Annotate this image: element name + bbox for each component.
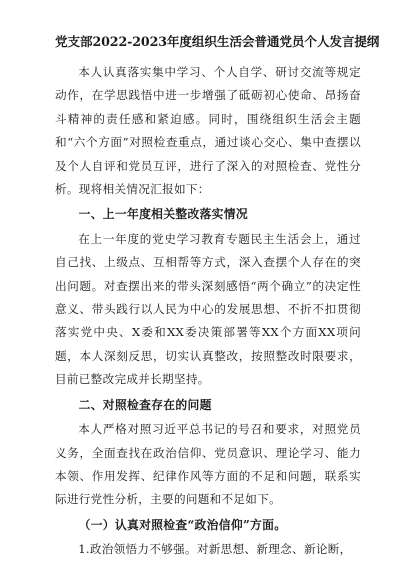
subsection-heading-1: （一）认真对照检查“政治信仰”方面。 (78, 517, 287, 532)
list-item-1: 1.政治领悟力不够强。对新思想、新理念、新论断， (78, 542, 352, 557)
section-heading-1: 一、上一年度相关整改落实情况 (78, 207, 248, 222)
section-2-paragraph: 本人严格对照习近平总书记的号召和要求，对照党员义务，全面查找在政治信仰、党员意识、理论学习、能力本领、作用发挥、纪律作风等方面的不足和问题，联系实际进行党性分析，主要的问题和不足如下。 (55, 422, 361, 507)
section-1-paragraph: 在上一年度的党史学习教育专题民主生活会上，通过自己找、上级点、互相帮等方式，深入查摆个人存在的突出问题。对查摆出来的带头深刻感悟“两个确立”的决定性意义、带头践行以人民为中心的发展思想、不折不扣贯彻落实党中央、X委和XX委决策部署等XX个方面XX项问题，本人深刻反思，切实认真整改，按照整改时限要求，目前已整改完成并长期坚持。 (55, 231, 361, 387)
document-title: 党支部2022-2023年度组织生活会普通党员个人发言提纲 (55, 34, 380, 49)
section-heading-2: 二、对照检查存在的问题 (78, 397, 212, 412)
intro-paragraph: 本人认真落实集中学习、个人自学、研讨交流等规定动作，在学思践悟中进一步增强了砥砺初心使命、昂扬奋斗精神的责任感和紧迫感。同时，围绕组织生活会主题和“六个方面”对照检查重点，通过谈心交心、集中查摆以及个人自评和党员互评，进行了深入的对照检查、党性分析。现将相关情况汇报如下： (55, 65, 361, 197)
